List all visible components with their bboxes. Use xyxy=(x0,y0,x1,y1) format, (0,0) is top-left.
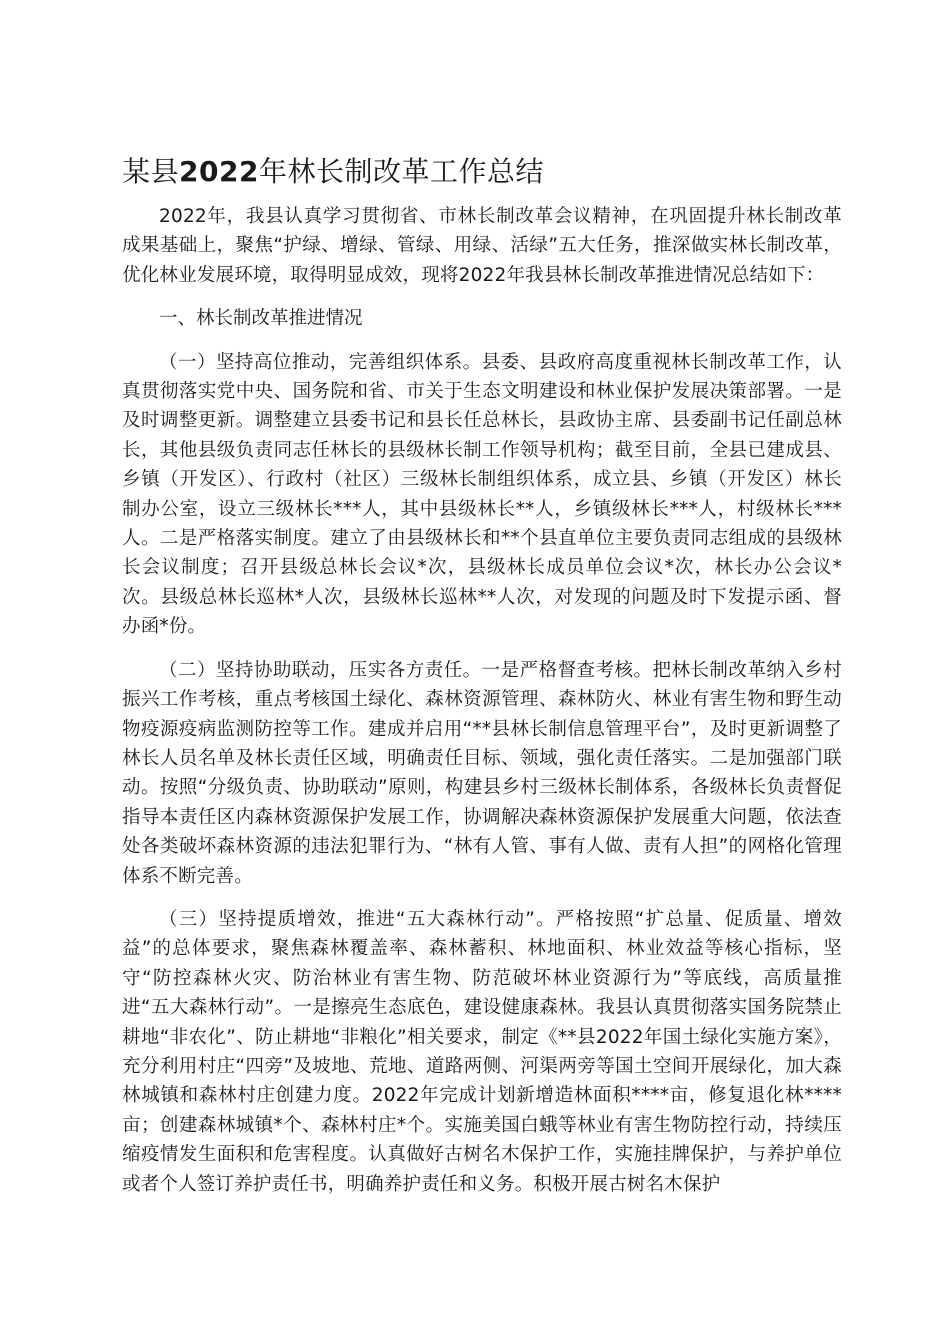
paragraph-responsibility: （二）坚持协助联动，压实各方责任。一是严格督查考核。把林长制改革纳入乡村振兴工作考核，重点考核国土绿化、森林资源管理、森林防火、林业有害生物和野生动物疫源疫病监测防控等工作。建成并启用“**县林长制信息管理平台”，及时更新调整了林长人员名单及林长责任区域，明确责任目标、领域，强化责任落实。二是加强部门联动。按照“分级负责、协助联动”原则，构建县乡村三级林长制体系，各级林长负责督促指导本责任区内森林资源保护发展工作，协调解决森林资源保护发展重大问题，依法查处各类破坏森林资源的违法犯罪行为、“林有人管、事有人做、责有人担”的网格化管理体系不断完善。 xyxy=(122,659,842,887)
section-heading-1: 一、林长制改革推进情况 xyxy=(159,308,363,330)
paragraph-forest-actions: （三）坚持提质增效，推进“五大森林行动”。严格按照“扩总量、促质量、增效益”的总体要求，聚焦森林覆盖率、森林蓄积、林地面积、林业效益等核心指标，坚守“防控森林火灾、防治林业有害生物、防范破坏林业资源行为”等底线，高质量推进“五大森林行动”。一是擦亮生态底色，建设健康森林。我县认真贯彻落实国务院禁止耕地“非农化”、防止耕地“非粮化”相关要求，制定《**县2022年国土绿化实施方案》，充分利用村庄“四旁”及坡地、荒地、道路两侧、河渠两旁等国土空间开展绿化，加大森林城镇和森林村庄创建力度。2022年完成计划新增造林面积****亩，修复退化林****亩；创建森林城镇*个、森林村庄*个。实施美国白蛾等林业有害生物防控行动，持续压缩疫情发生面积和危害程度。认真做好古树名木保护工作，实施挂牌保护，与养护单位或者个人签订养护责任书，明确养护责任和义务。积极开展古树名木保护 xyxy=(122,908,842,1195)
title-prefix: 某县 xyxy=(122,155,180,188)
title-suffix: 年林长制改革工作总结 xyxy=(258,155,544,188)
document-title xyxy=(122,148,842,196)
title-year: 2022 xyxy=(179,155,259,188)
intro-paragraph: 2022年，我县认真学习贯彻省、市林长制改革会议精神，在巩固提升林长制改革成果基础上，聚焦“护绿、增绿、管绿、用绿、活绿”五大任务，推深做实林长制改革，优化林业发展环境，取得明显成效，现将2022年我县林长制改革推进情况总结如下： xyxy=(122,206,842,286)
paragraph-organization: （一）坚持高位推动，完善组织体系。县委、县政府高度重视林长制改革工作，认真贯彻落实党中央、国务院和省、市关于生态文明建设和林业保护发展决策部署。一是及时调整更新。调整建立县委书记和县长任总林长，县政协主席、县委副书记任副总林长，其他县级负责同志任林长的县级林长制工作领导机构；截至目前，全县已建成县、乡镇（开发区）、行政村（社区）三级林长制组织体系，成立县、乡镇（开发区）林长制办公室，设立三级林长***人，其中县级林长**人，乡镇级林长***人，村级林长***人。二是严格落实制度。建立了由县级林长和**个县直单位主要负责同志组成的县级林长会议制度；召开县级总林长会议*次，县级林长成员单位会议*次，林长办公会议*次。县级总林长巡林*人次，县级林长巡林**人次，对发现的问题及时下发提示函、督办函*份。 xyxy=(122,351,842,638)
document-body xyxy=(122,148,842,1213)
